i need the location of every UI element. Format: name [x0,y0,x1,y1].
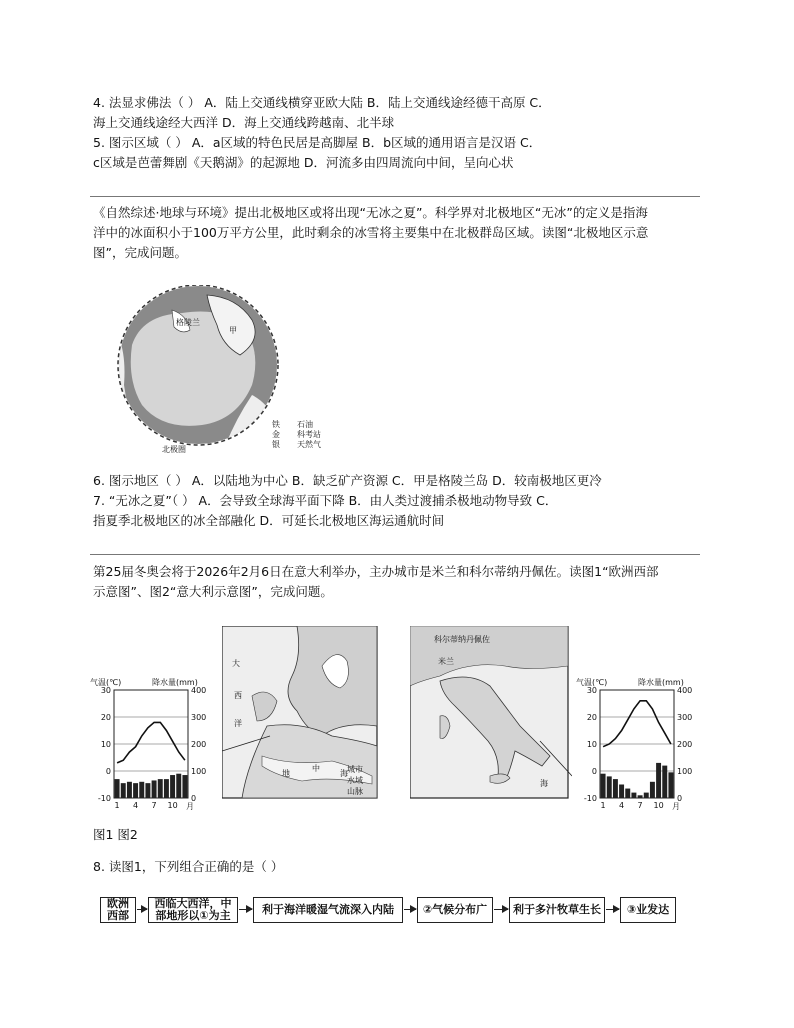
label-arctic-circle: 北极圈 [162,445,186,454]
flow-box-airflow [253,897,403,923]
temp-tick-label: 30 [586,686,597,695]
flow-box-3-text: 利于海洋暖湿气流深入内陆 [262,903,394,916]
arctic-intro [93,203,703,263]
precip-bar [638,795,643,798]
question-7-line2: 指夏季北极地区的冰全部融化 D．可延长北极地区海运通航时间 [93,513,445,528]
precip-tick-label: 100 [677,767,693,776]
x-tick-label: 1 [600,801,606,810]
label-milan: 米兰 [438,657,454,666]
precip-bar [127,782,132,798]
europe-map-legend [347,764,363,796]
x-tick-label: 7 [151,801,157,810]
legend-oil: 石油 [297,420,313,429]
label-yang: 洋 [234,719,242,728]
legend-gold: 金 [272,430,280,439]
x-tick-label: 4 [619,801,625,810]
figure-caption: 图1 图2 [93,827,138,842]
temp-tick-label: 0 [105,767,111,776]
precip-bar [176,774,181,798]
flow-arrow-2 [239,909,252,910]
question-8 [93,857,703,877]
legend-iron: 铁 [272,420,280,429]
y-left-label: 气温(℃) [576,678,608,687]
precip-bar [650,782,655,798]
flow-arrow-4 [494,909,508,910]
question-8-line1: 8. 读图1，下列组合正确的是（ ） [93,859,284,874]
label-di: 地 [282,769,290,778]
precip-bar [656,763,661,798]
flow-box-4-text: ②气候分布广 [422,903,488,916]
flow-box-6-text: ③业发达 [626,903,670,916]
precip-tick-label: 100 [191,767,207,776]
precip-bar [607,776,612,798]
flow-box-climate [417,897,493,923]
olympic-intro-line1: 第25届冬奥会将于2026年2月6日在意大利举办，主办城市是米兰和科尔蒂纳丹佩佐。读图1“欧洲西部 [93,564,659,579]
precip-bar [613,779,618,798]
flow-box-europe-west [100,897,136,923]
question-4-line2: 海上交通线途经大西洋 D．海上交通线跨越南、北半球 [93,115,395,130]
europe-map [222,626,382,804]
flow-box-2-line1: 西临大西洋，中 [154,897,232,910]
temp-tick-label: 30 [100,686,111,695]
precip-bar [145,783,150,798]
temp-tick-label: 20 [100,713,111,722]
precip-bar [158,779,163,798]
precip-bar [662,766,667,798]
legend-station: 科考站 [297,430,321,439]
precip-bar [170,775,175,798]
label-jia: 甲 [229,326,237,335]
precip-tick-label: 0 [191,794,197,803]
italy-map [410,626,572,804]
section-divider-2 [90,554,700,555]
flow-arrow-3 [404,909,416,910]
x-tick-label: 1 [114,801,120,810]
precip-tick-label: 400 [677,686,693,695]
y-left-label: 气温(℃) [90,678,122,687]
label-xi: 西 [234,691,242,700]
olympic-intro-line2: 示意图”、图2“意大利示意图”，完成问题。 [93,584,333,599]
precip-tick-label: 400 [191,686,207,695]
temperature-line [117,722,185,763]
x-tick-label: 4 [133,801,139,810]
temperature-line [603,701,671,747]
question-4-line1: 4. 法显求佛法（ ） A．陆上交通线横穿亚欧大陆 B．陆上交通线途经德干高原 C． [93,95,551,110]
arctic-map [112,285,342,455]
climate-chart-1 [90,676,210,811]
legend-gas: 天然气 [297,440,321,449]
question-5 [93,133,703,173]
question-6-line1: 6. 图示地区（ ） A．以陆地为中心 B．缺乏矿产资源 C．甲是格陵兰岛 D．较南极地区更冷 [93,473,602,488]
flow-arrow-1 [137,909,147,910]
arctic-intro-line2: 洋中的冰面积小于100万平方公里，此时剩余的冰雪将主要集中在北极群岛区域。读图“北极地区示意 [93,225,649,240]
question-6 [93,471,703,491]
precip-bar [668,772,673,798]
flow-box-1-text: 欧洲西部 [107,897,129,922]
flow-box-2-line2: 部地形以①为主 [155,909,231,922]
x-tick-label: 7 [637,801,643,810]
label-zhong: 中 [312,764,320,773]
section-divider [90,196,700,197]
question-7-line1: 7. “无冰之夏”（ ） A．会导致全球海平面下降 B．由人类过渡捕杀极地动物导致 C． [93,493,558,508]
precip-bar [115,779,120,798]
x-tick-label: 10 [167,801,178,810]
temp-tick-label: 0 [591,767,597,776]
flow-arrow-5 [606,909,619,910]
precip-tick-label: 300 [191,713,207,722]
label-da: 大 [232,659,240,668]
x-axis-label: 月 [672,802,680,811]
y-right-label: 降水量(mm) [638,678,684,687]
precip-bar [152,780,157,798]
precip-bar [644,793,649,798]
flow-box-location [148,897,238,923]
legend-mountain: 山脉 [347,787,363,796]
precip-bar [619,785,624,799]
arctic-intro-line3: 图”，完成问题。 [93,245,187,260]
climate-chart-2 [576,676,696,811]
precip-tick-label: 200 [191,740,207,749]
y-right-label: 降水量(mm) [152,678,198,687]
temp-tick-label: 10 [100,740,111,749]
precip-bar [139,782,144,798]
precip-bar [121,783,126,798]
precip-tick-label: 200 [677,740,693,749]
temp-tick-label: 10 [586,740,597,749]
question-4 [93,93,703,133]
precip-bar [164,779,169,798]
question-5-line1: 5. 图示区域（ ） A．a区域的特色民居是高脚屋 B．b区域的通用语言是汉语 C． [93,135,542,150]
label-greenland: 格陵兰 [176,318,200,327]
precip-bar [601,774,606,798]
x-axis-label: 月 [186,802,194,811]
precip-tick-label: 0 [677,794,683,803]
temp-tick-label: -10 [97,794,111,803]
precip-bar [182,775,187,798]
arctic-legend [272,419,321,449]
x-tick-label: 10 [653,801,664,810]
arctic-intro-line1: 《自然综述·地球与环境》提出北极地区或将出现“无冰之夏”。科学界对北极地区“无冰”的定义是指海 [93,205,648,220]
temp-tick-label: -10 [583,794,597,803]
label-hai: 海 [340,769,348,778]
precip-bar [133,783,138,798]
precip-bar [631,793,636,798]
legend-silver: 银 [272,440,280,449]
olympic-intro [93,562,703,602]
flow-box-pasture [509,897,605,923]
temp-tick-label: 20 [586,713,597,722]
label-cortina: 科尔蒂纳丹佩佐 [434,635,490,644]
flow-box-industry [620,897,676,923]
question-5-line2: c区域是芭蕾舞剧《天鹅湖》的起源地 D．河流多由四周流向中间，呈向心状 [93,155,514,170]
flow-box-5-text: 利于多汁牧草生长 [513,903,601,916]
legend-city: 城市 [347,765,363,774]
precip-bar [625,789,630,798]
label-sea: 海 [540,779,548,788]
legend-water: 水域 [347,776,363,785]
precip-tick-label: 300 [677,713,693,722]
question-7 [93,491,703,531]
